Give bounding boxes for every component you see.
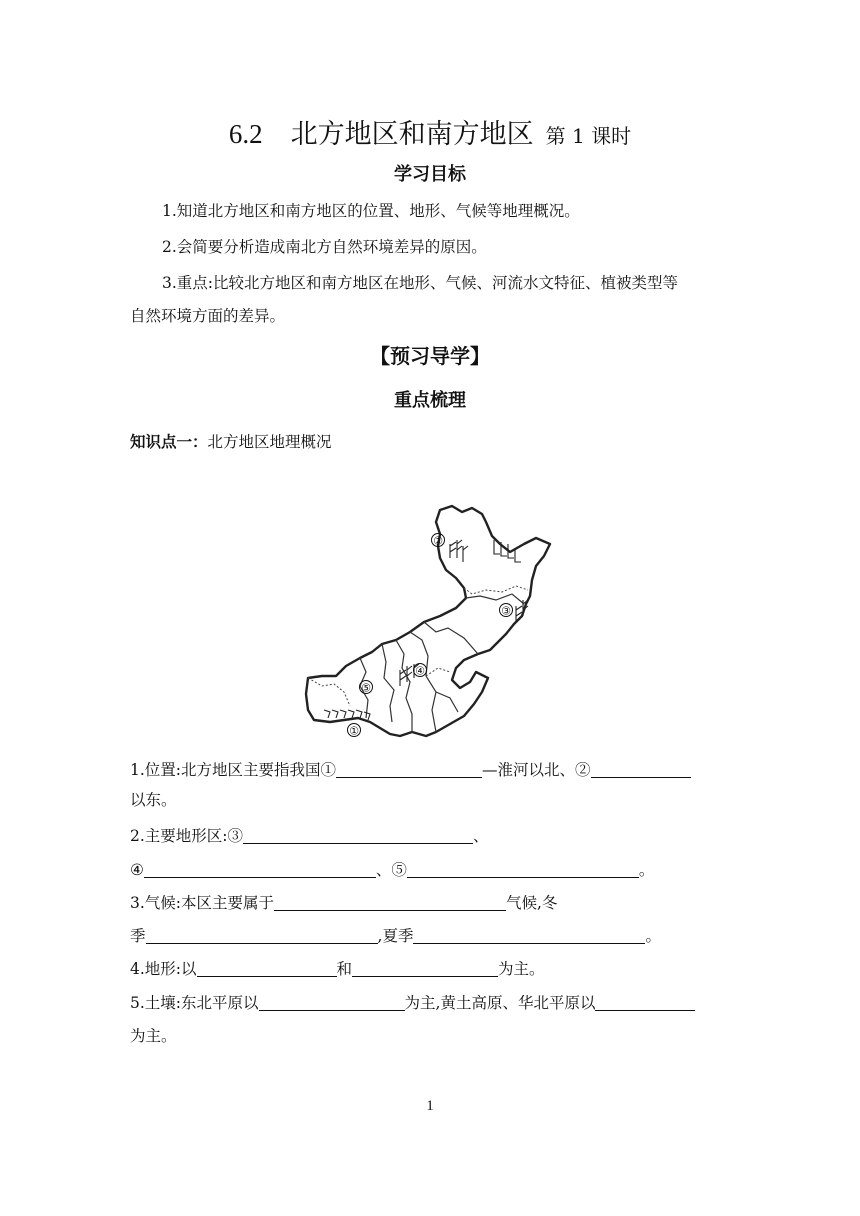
objective-1: 1.知道北方地区和南方地区的位置、地形、气候等地理概况。 xyxy=(162,202,580,220)
answer-blank-2[interactable] xyxy=(591,759,691,778)
answer-blank-7[interactable] xyxy=(146,925,378,944)
question-2-cont: ④ 、⑤ 。 xyxy=(130,861,655,879)
title-sub: 第 1 课时 xyxy=(545,124,632,148)
map-label-4: ④ xyxy=(415,664,425,678)
northern-region-map xyxy=(300,500,560,745)
key-points-heading: 重点梳理 xyxy=(394,390,466,411)
answer-blank-3[interactable] xyxy=(243,825,473,844)
page-number: 1 xyxy=(426,1098,434,1114)
knowledge-point-text: 北方地区地理概况 xyxy=(207,433,332,451)
map-label-1: ① xyxy=(349,724,359,738)
answer-blank-6[interactable] xyxy=(274,892,506,911)
question-5-cont: 为主。 xyxy=(130,1027,177,1045)
question-1-cont: 以东。 xyxy=(130,791,177,809)
knowledge-point-1 xyxy=(130,424,730,460)
question-1: 1.位置:北方地区主要指我国① —淮河以北、② xyxy=(130,752,730,788)
preview-heading: 【预习导学】 xyxy=(370,344,490,368)
map-label-5: ⑤ xyxy=(361,681,371,695)
question-3-cont: 季 ,夏季 。 xyxy=(130,927,661,945)
objective-2: 2.会简要分析造成南北方自然环境差异的原因。 xyxy=(162,238,487,256)
answer-blank-5[interactable] xyxy=(407,859,639,878)
answer-blank-8[interactable] xyxy=(413,925,645,944)
answer-blank-10[interactable] xyxy=(352,958,498,977)
map-label-2: ② xyxy=(433,534,443,548)
answer-blank-4[interactable] xyxy=(144,859,376,878)
title-main: 北方地区和南方地区 xyxy=(290,119,534,150)
map-outline xyxy=(306,506,550,736)
section-number: 6.2 xyxy=(228,119,263,149)
map-label-3: ③ xyxy=(501,604,511,618)
question-3: 3.气候:本区主要属于 气候,冬 xyxy=(130,894,558,912)
objectives-heading: 学习目标 xyxy=(394,164,466,185)
answer-blank-1[interactable] xyxy=(336,759,482,778)
objective-3: 3.重点:比较北方地区和南方地区在地形、气候、河流水文特征、植被类型等 xyxy=(162,274,679,292)
question-2: 2.主要地形区:③ 、 xyxy=(130,827,489,845)
question-5: 5.土壤:东北平原以 为主,黄土高原、华北平原以 xyxy=(130,985,730,1021)
objective-3-cont: 自然环境方面的差异。 xyxy=(130,307,286,325)
question-4: 4.地形:以 和 为主。 xyxy=(130,960,545,978)
knowledge-point-label: 知识点一： xyxy=(130,433,208,451)
page-title xyxy=(0,112,860,151)
answer-blank-9[interactable] xyxy=(197,958,337,977)
answer-blank-11[interactable] xyxy=(259,992,405,1011)
answer-blank-12[interactable] xyxy=(595,992,695,1011)
